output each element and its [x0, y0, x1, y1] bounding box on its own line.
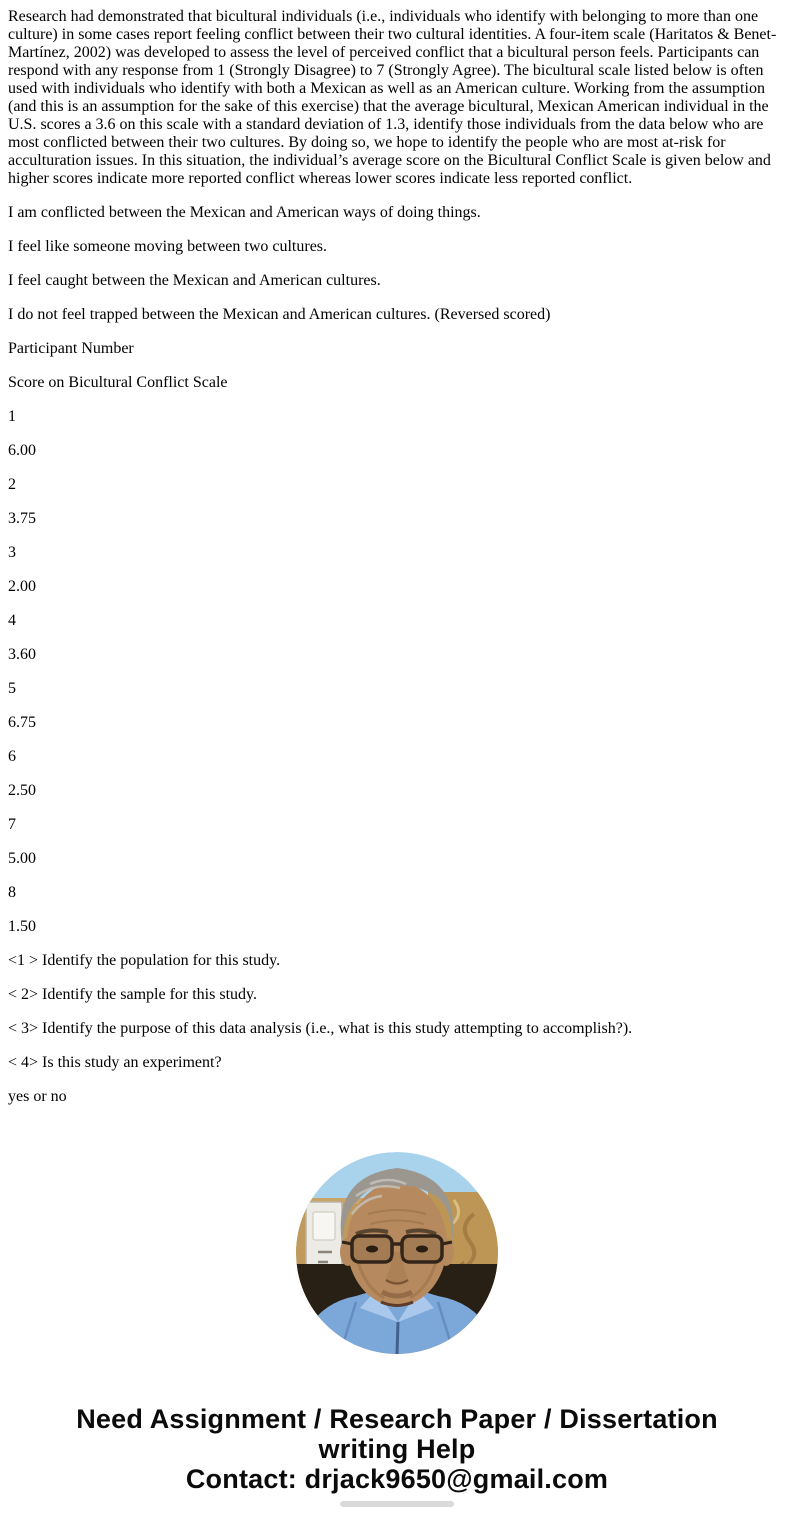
intro-paragraph: Research had demonstrated that bicultural individuals (i.e., individuals who identify with belonging to more than one culture) in some cases report feeling conflict between their two cultural identities. A four-item scale (Haritatos & Benet-Martínez, 2002) was developed to assess the level of perceived conflict that a bicultural person feels. Participants can respond with any response from 1 (Strongly Disagree) to 7 (Strongly Agree). The bicultural scale listed below is often used with individuals who identify with both a Mexican as well as an American culture. Working from the assumption (and this is an assumption for the sake of this exercise) that the average bicultural, Mexican American individual in the U.S. scores a 3.6 on this scale with a standard deviation of 1.3, identify those individuals from the data below who are most conflicted between their two cultures. By doing so, we hope to identify the people who are most at-risk for acculturation issues. In this situation, the individual’s average score on the Bicultural Conflict Scale is given below and higher scores indicate more reported conflict whereas lower scores indicate less reported conflict.: [8, 8, 777, 187]
participant-number-value: 1: [8, 408, 16, 425]
participant-number-value: 4: [8, 612, 16, 629]
footer-line-1: Need Assignment / Research Paper / Dissertation: [76, 1404, 718, 1434]
participant-score-value: 3.60: [8, 646, 36, 663]
participant-number-value: 2: [8, 476, 16, 493]
participant-number-value: 8: [8, 884, 16, 901]
scale-item: I do not feel trapped between the Mexican and American cultures. (Reversed scored): [8, 306, 551, 323]
question-item: <1 > Identify the population for this study.: [8, 952, 281, 969]
footer-promo: [8, 1404, 786, 1507]
participant-number-value: 3: [8, 544, 16, 561]
score-scale-label: Score on Bicultural Conflict Scale: [8, 374, 228, 391]
scale-item: I feel like someone moving between two cultures.: [8, 238, 328, 255]
instructor-avatar: [296, 1152, 498, 1354]
participant-score-value: 6.00: [8, 442, 36, 459]
participant-number-value: 7: [8, 816, 16, 833]
participant-number-value: 5: [8, 680, 16, 697]
question-item: < 2> Identify the sample for this study.: [8, 986, 257, 1003]
participant-score-value: 2.50: [8, 782, 36, 799]
question-item: < 3> Identify the purpose of this data analysis (i.e., what is this study attempting to accomplish?).: [8, 1020, 633, 1037]
answer-options: yes or no: [8, 1088, 67, 1105]
scale-item: I am conflicted between the Mexican and American ways of doing things.: [8, 204, 481, 221]
participant-score-value: 1.50: [8, 918, 36, 935]
scale-item: I feel caught between the Mexican and American cultures.: [8, 272, 381, 289]
footer-line-2: writing Help: [318, 1434, 476, 1464]
participant-score-value: 3.75: [8, 510, 36, 527]
participant-number-label: Participant Number: [8, 340, 134, 357]
faint-divider-bar: [340, 1501, 454, 1507]
question-item: < 4> Is this study an experiment?: [8, 1054, 222, 1071]
participant-number-value: 6: [8, 748, 16, 765]
participant-score-value: 6.75: [8, 714, 36, 731]
participant-score-value: 5.00: [8, 850, 36, 867]
participant-score-value: 2.00: [8, 578, 36, 595]
contact-line: Contact: drjack9650@gmail.com: [185, 1464, 609, 1494]
instructor-avatar-container: [8, 1152, 786, 1354]
